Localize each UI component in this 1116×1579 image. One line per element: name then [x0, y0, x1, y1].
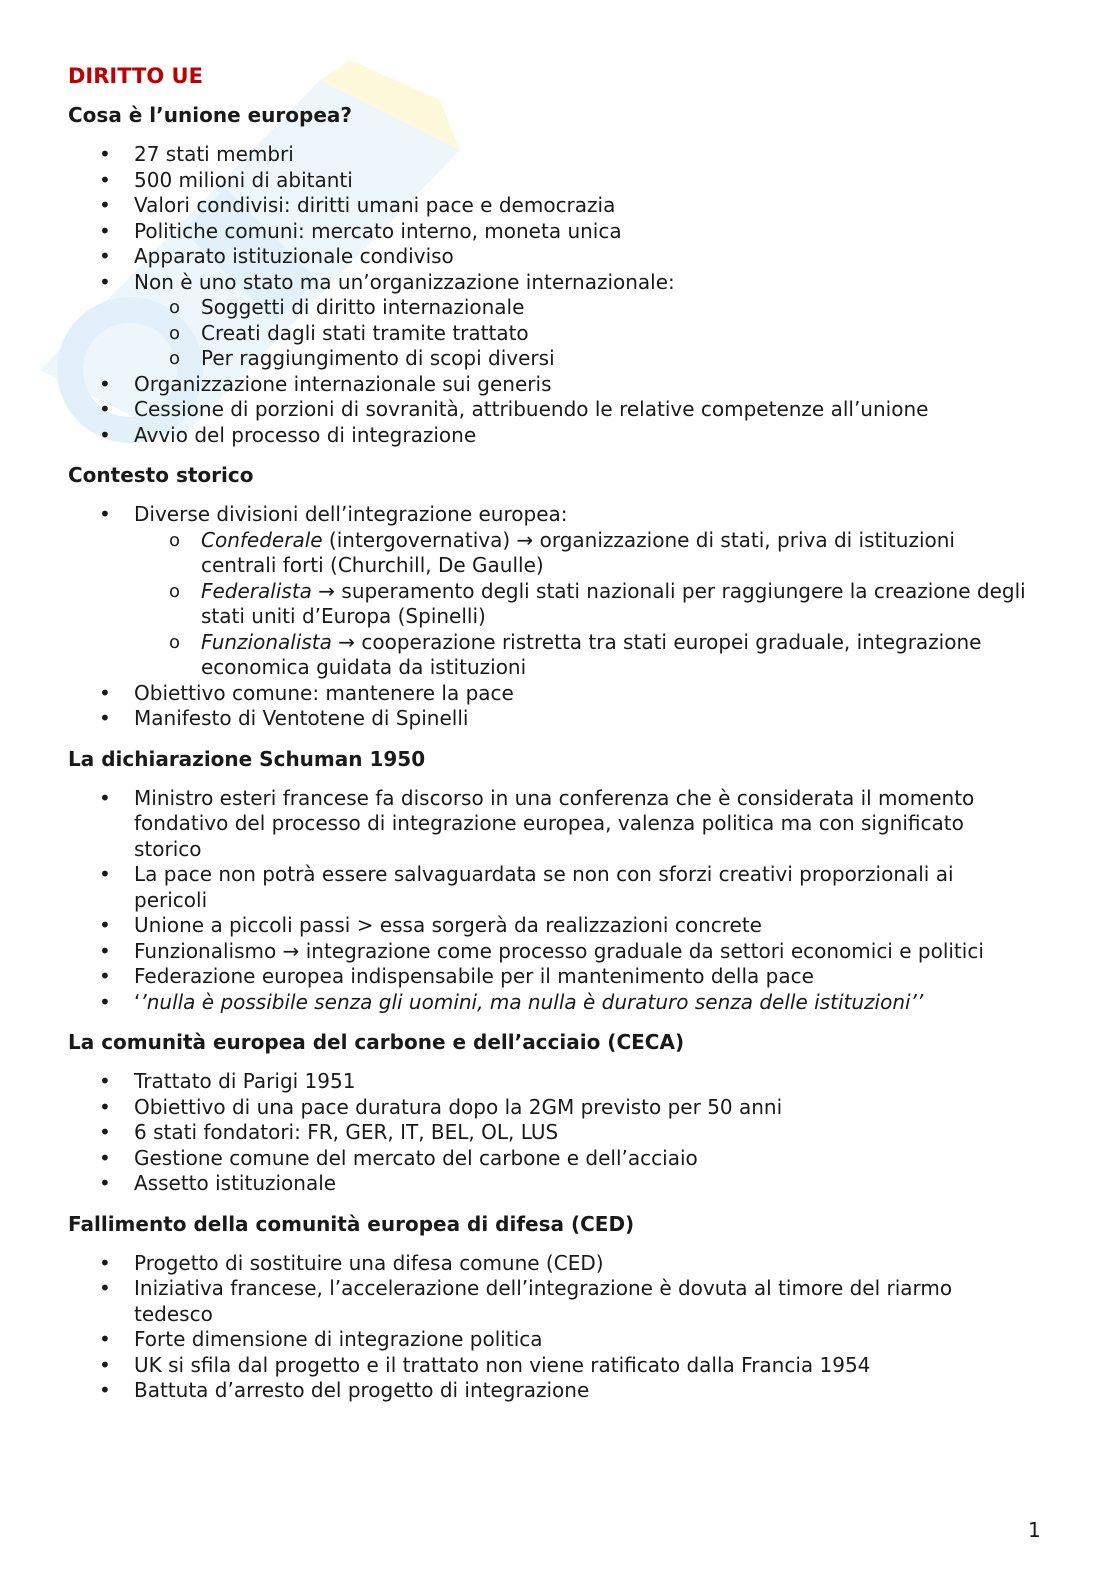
term: Confederale: [201, 527, 323, 552]
quote-text: ’nulla è possibile senza gli uomini, ma nulla è duraturo senza delle istituzioni’’: [140, 989, 924, 1014]
term: Funzionalista: [201, 629, 332, 654]
list-item: • Obiettivo comune: mantenere la pace: [68, 681, 1028, 707]
list-item: [68, 270, 1028, 372]
section-heading: La comunità europea del carbone e dell’acciaio (CECA): [68, 1030, 685, 1054]
sub-list-item: [134, 579, 1028, 630]
term-description: → superamento degli stati nazionali per raggiungere la creazione degli stati uniti d’Europa (Spinelli): [201, 578, 1026, 628]
document-page: [68, 64, 1028, 1418]
sub-list-item: o Creati dagli stati tramite trattato: [134, 321, 1028, 347]
list-item: • Progetto di sostituire una difesa comune (CED): [68, 1251, 1028, 1277]
list-item: • Unione a piccoli passi > essa sorgerà da realizzazioni concrete: [68, 913, 1028, 939]
bullet-list: [68, 1251, 1028, 1404]
sub-list-item: o Soggetti di diritto internazionale: [134, 295, 1028, 321]
list-item: • Battuta d’arresto del progetto di integrazione: [68, 1378, 1028, 1404]
list-item: • Cessione di porzioni di sovranità, attribuendo le relative competenze all’unione: [68, 397, 1028, 423]
list-item: • La pace non potrà essere salvaguardata se non con sforzi creativi proporzionali ai pericoli: [68, 862, 1028, 913]
list-item-text: Non è uno stato ma un’organizzazione internazionale:: [134, 269, 675, 294]
list-item: • Federazione europea indispensabile per il mantenimento della pace: [68, 964, 1028, 990]
list-item: • Iniziativa francese, l’accelerazione dell’integrazione è dovuta al timore del riarmo tedesco: [68, 1276, 1028, 1327]
list-item: • Valori condivisi: diritti umani pace e democrazia: [68, 193, 1028, 219]
list-item: • UK si sfila dal progetto e il trattato non viene ratificato dalla Francia 1954: [68, 1353, 1028, 1379]
bullet-list: [68, 786, 1028, 1016]
list-item: • Funzionalismo → integrazione come processo graduale da settori economici e politici: [68, 939, 1028, 965]
term-description: (intergovernativa) → organizzazione di stati, priva di istituzioni centrali forti (Churchill, De Gaulle): [201, 527, 955, 577]
list-item: • Obiettivo di una pace duratura dopo la 2GM previsto per 50 anni: [68, 1095, 1028, 1121]
quote-prefix: ‘: [134, 989, 141, 1014]
sub-list-item: [134, 528, 1028, 579]
sub-list-item: o Per raggiungimento di scopi diversi: [134, 346, 1028, 372]
section-heading: La dichiarazione Schuman 1950: [68, 746, 426, 771]
bullet-list: [68, 1069, 1028, 1197]
bullet-list: [68, 502, 1028, 732]
list-item: • Assetto istituzionale: [68, 1171, 1028, 1197]
section-heading: Cosa è l’unione europea?: [68, 103, 352, 127]
list-item: • Trattato di Parigi 1951: [68, 1069, 1028, 1095]
term: Federalista: [201, 578, 312, 603]
sub-list: [134, 528, 1028, 681]
term-description: → cooperazione ristretta tra stati europei graduale, integrazione economica guidata da istituzioni: [201, 629, 982, 679]
list-item-text: Diverse divisioni dell’integrazione europea:: [134, 502, 568, 526]
list-item: • Ministro esteri francese fa discorso in una conferenza che è considerata il momento fondativo del processo di integrazione europea, valenza politica ma con significato storico: [68, 786, 1028, 863]
section-heading: Fallimento della comunità europea di difesa (CED): [68, 1211, 635, 1236]
list-item: • Organizzazione internazionale sui generis: [68, 372, 1028, 398]
list-item: [68, 990, 1028, 1016]
page-number: 1: [1028, 1518, 1041, 1542]
bullet-list: [68, 142, 1028, 448]
list-item: [68, 502, 1028, 681]
list-item: • Forte dimensione di integrazione politica: [68, 1327, 1028, 1353]
sub-list: [134, 295, 1028, 372]
list-item: • Manifesto di Ventotene di Spinelli: [68, 706, 1028, 732]
list-item: • 6 stati fondatori: FR, GER, IT, BEL, OL, LUS: [68, 1120, 1028, 1146]
list-item: • Gestione comune del mercato del carbone e dell’acciaio: [68, 1146, 1028, 1172]
list-item: • Politiche comuni: mercato interno, moneta unica: [68, 219, 1028, 245]
document-title: DIRITTO UE: [68, 64, 203, 88]
list-item: • 500 milioni di abitanti: [68, 168, 1028, 194]
section-heading: Contesto storico: [68, 463, 254, 487]
list-item: • Avvio del processo di integrazione: [68, 423, 1028, 449]
list-item: • 27 stati membri: [68, 142, 1028, 168]
sub-list-item: [134, 630, 1028, 681]
list-item: • Apparato istituzionale condiviso: [68, 244, 1028, 270]
